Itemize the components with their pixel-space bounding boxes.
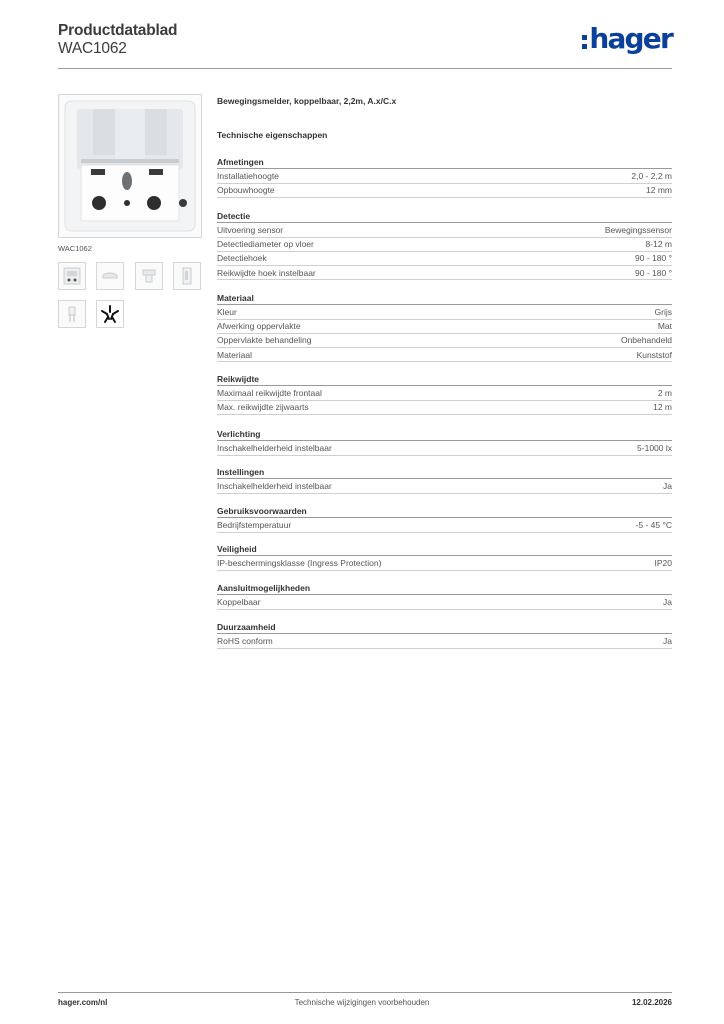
logo-text: hager: [589, 22, 672, 55]
spec-label: Kleur: [217, 307, 237, 317]
spec-label: Reikwijdte hoek instelbaar: [217, 267, 316, 278]
spec-row: [217, 348, 672, 362]
section-title: Veiligheid: [217, 544, 257, 554]
product-front-thumb-icon[interactable]: [58, 262, 86, 290]
spec-value: 12 m: [653, 402, 672, 413]
section-title: Aansluitmogelijkheden: [217, 583, 311, 593]
footer-website: hager.com/nl: [58, 998, 108, 1007]
spec-label: Koppelbaar: [217, 597, 261, 607]
spec-value: 90 - 180 °: [635, 253, 672, 264]
spec-value: Onbehandeld: [620, 335, 672, 346]
spec-value: 2,0 - 2,2 m: [631, 171, 672, 181]
spec-value: Kunststof: [636, 349, 672, 360]
row-divider: [217, 570, 672, 571]
spec-label: Maximaal reikwijdte frontaal: [217, 388, 322, 398]
spec-label: Installatiehoogte: [217, 171, 279, 181]
row-divider: [217, 414, 672, 415]
image-caption: WAC1062: [58, 244, 92, 253]
spec-label: Afwerking oppervlakte: [217, 321, 301, 332]
spec-value: 8-12 m: [645, 239, 672, 250]
section-title: Duurzaamheid: [217, 622, 276, 632]
detection-pattern-thumb-icon[interactable]: [96, 300, 124, 328]
spec-value: Ja: [663, 481, 672, 491]
row-divider: [217, 648, 672, 649]
spec-value: IP20: [654, 558, 672, 568]
row-divider: [217, 609, 672, 610]
product-description: Bewegingsmelder, koppelbaar, 2,2m, A.x/C.x: [217, 96, 397, 106]
header-divider: [58, 68, 672, 69]
product-top-thumb-icon[interactable]: [96, 262, 124, 290]
row-divider: [217, 532, 672, 533]
spec-row: [217, 305, 672, 319]
footer-date: 12.02.2026: [631, 998, 672, 1007]
spec-value: -5 - 45 °C: [635, 520, 672, 530]
spec-value: Ja: [663, 597, 672, 607]
spec-value: 90 - 180 °: [635, 267, 672, 278]
hager-logo: [582, 22, 672, 56]
row-divider: [217, 493, 672, 494]
spec-label: Detectiehoek: [217, 253, 267, 264]
row-divider: [217, 197, 672, 198]
document-title: Productdatablad: [58, 22, 178, 39]
spec-label: Bedrijfstemperatuur: [217, 520, 292, 530]
row-divider: [217, 279, 672, 280]
spec-row: [217, 266, 672, 280]
spec-value: Ja: [663, 636, 672, 646]
spec-label: RoHS conform: [217, 636, 273, 646]
product-side-thumb-icon[interactable]: [135, 262, 163, 290]
spec-value: Grijs: [654, 307, 672, 317]
spec-value: Bewegingssensor: [604, 225, 672, 235]
section-title: Gebruiksvoorwaarden: [217, 506, 307, 516]
spec-row: [217, 479, 672, 493]
spec-row: [217, 223, 672, 237]
spec-row: [217, 400, 672, 414]
section-title: Instellingen: [217, 467, 265, 477]
product-angle-thumb-icon[interactable]: [173, 262, 201, 290]
spec-label: Inschakelhelderheid instelbaar: [217, 481, 332, 491]
spec-row: [217, 319, 672, 333]
logo-dots-icon: [582, 35, 587, 49]
spec-value: 12 mm: [646, 185, 672, 196]
spec-row: [217, 595, 672, 609]
spec-row: [217, 333, 672, 347]
spec-row: [217, 441, 672, 455]
product-wiring-thumb-icon[interactable]: [58, 300, 86, 328]
spec-row: [217, 386, 672, 400]
spec-row: [217, 634, 672, 648]
footer-divider: [58, 992, 672, 993]
spec-row: [217, 183, 672, 197]
spec-label: Uitvoering sensor: [217, 225, 284, 235]
spec-row: [217, 518, 672, 532]
spec-value: Mat: [657, 321, 672, 332]
section-title: Materiaal: [217, 293, 254, 303]
section-title: Verlichting: [217, 429, 261, 439]
technical-properties-heading: Technische eigenschappen: [217, 130, 328, 140]
section-title: Reikwijdte: [217, 374, 260, 384]
spec-label: Inschakelhelderheid instelbaar: [217, 443, 332, 453]
spec-label: Oppervlakte behandeling: [217, 335, 312, 346]
document-header: [58, 20, 672, 70]
row-divider: [217, 361, 672, 362]
section-title: Detectie: [217, 211, 251, 221]
spec-label: Detectiediameter op vloer: [217, 239, 314, 250]
spec-label: Max. reikwijdte zijwaarts: [217, 402, 309, 413]
spec-row: [217, 556, 672, 570]
spec-value: 5-1000 lx: [637, 443, 672, 453]
section-title: Afmetingen: [217, 157, 264, 167]
product-image: [58, 94, 202, 238]
spec-row: [217, 169, 672, 183]
footer-disclaimer: Technische wijzigingen voorbehouden: [294, 998, 430, 1007]
spec-label: Opbouwhoogte: [217, 185, 275, 196]
row-divider: [217, 455, 672, 456]
spec-row: [217, 251, 672, 265]
motion-detector-icon: [59, 95, 201, 237]
spec-row: [217, 237, 672, 251]
spec-value: 2 m: [657, 388, 672, 398]
spec-label: IP-beschermingsklasse (Ingress Protection): [217, 558, 382, 568]
document-subtitle: WAC1062: [58, 40, 127, 57]
spec-label: Materiaal: [217, 349, 252, 360]
